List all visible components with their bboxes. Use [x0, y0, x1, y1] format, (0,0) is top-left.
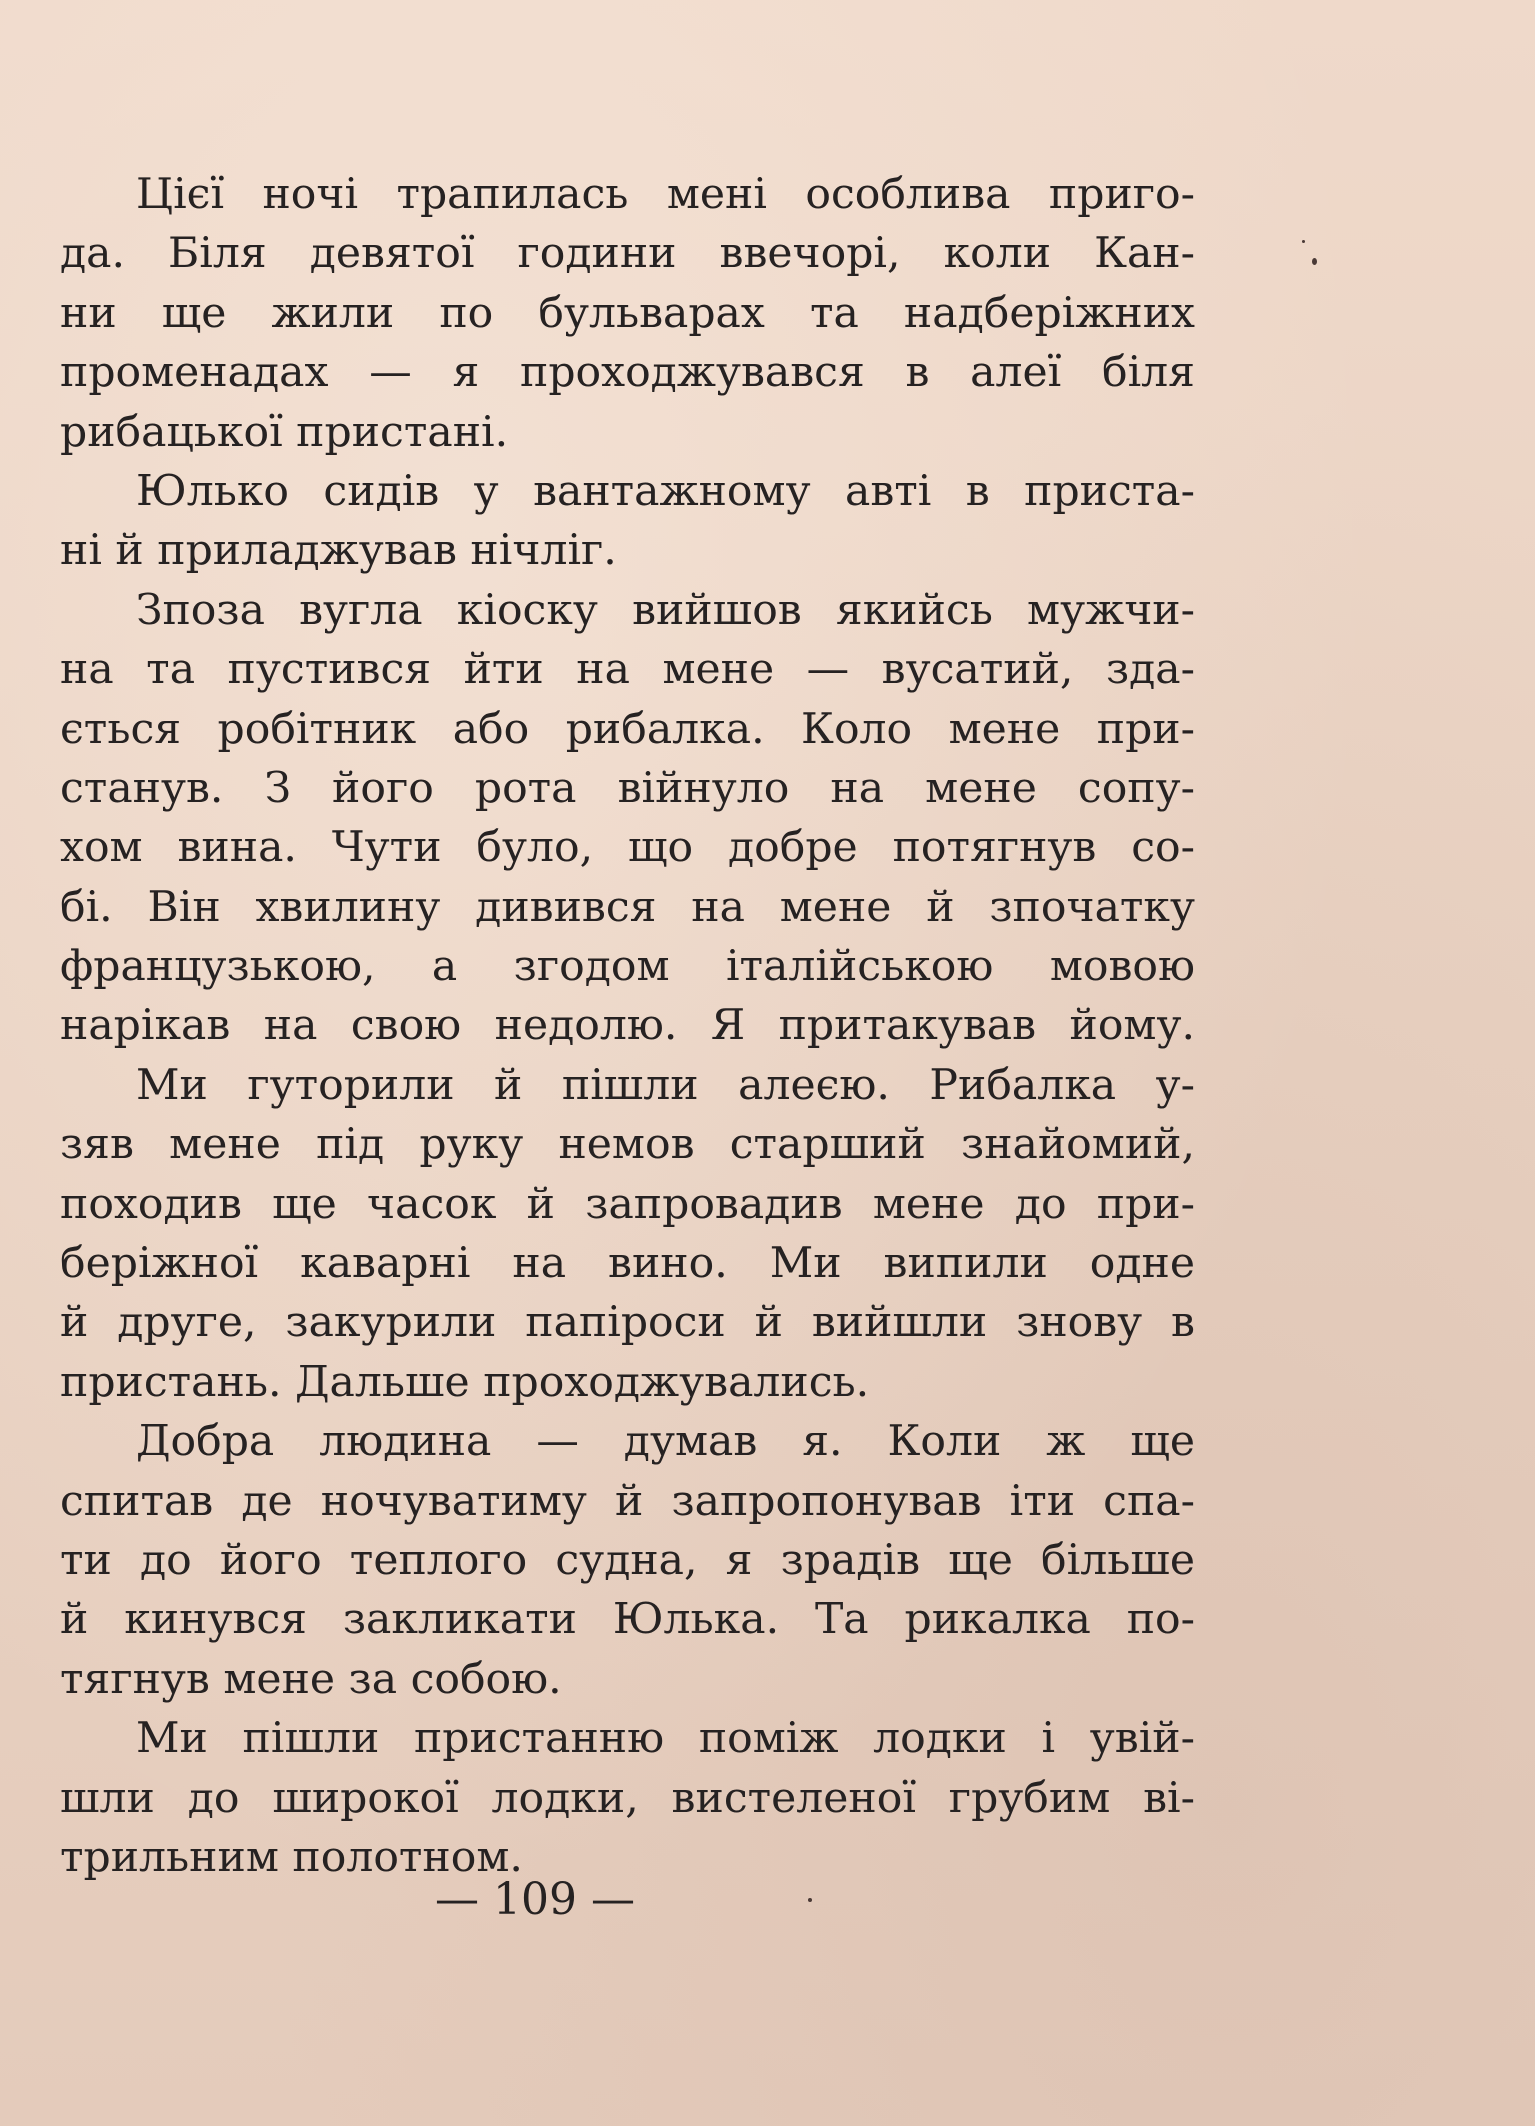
- text-line: трильним полотном.: [60, 1832, 523, 1882]
- text-line: ється робітник або рибалка. Коло мене при-: [60, 704, 1195, 754]
- ink-speck: [808, 1898, 812, 1902]
- text-line: й друге, закурили папіроси й вийшли знову в: [60, 1298, 1195, 1348]
- paragraph: [60, 1412, 1195, 1709]
- text-line: Цієї ночі трапилась мені особлива приго-: [136, 170, 1195, 219]
- text-line: станув. З його рота війнуло на мене сопу-: [60, 763, 1195, 813]
- text-line: зяв мене під руку немов старший знайомий,: [60, 1120, 1195, 1170]
- text-line: спитав де ночуватиму й запропонував іти спа-: [60, 1476, 1195, 1526]
- text-line: Ми гуторили й пішли алеєю. Рибалка у-: [136, 1060, 1195, 1110]
- text-line: тягнув мене за собою.: [60, 1654, 562, 1704]
- paragraph: [60, 165, 1195, 462]
- text-line: французькою, а згодом італійською мовою: [60, 942, 1195, 992]
- paragraph: [60, 1056, 1195, 1412]
- text-line: й кинувся закликати Юлька. Та рикалка по-: [60, 1595, 1195, 1645]
- text-line: ни ще жили по бульварах та надберіжних: [60, 288, 1195, 338]
- paragraph: [60, 1709, 1195, 1887]
- page-number: — 109 —: [435, 1874, 635, 1925]
- text-line: Ми пішли пристанню поміж лодки і увій-: [136, 1714, 1195, 1764]
- ink-speck: [1312, 258, 1317, 265]
- text-line: походив ще часок й запровадив мене до при-: [60, 1179, 1195, 1229]
- text-line: пристань. Дальше проходжувались.: [60, 1357, 870, 1407]
- ink-speck: [1302, 240, 1305, 243]
- body-text: [60, 165, 1195, 1887]
- text-line: шли до широкої лодки, вистеленої грубим ві-: [60, 1773, 1195, 1823]
- text-line: хом вина. Чути було, що добре потягнув со-: [60, 823, 1195, 873]
- text-line: на та пустився йти на мене — вусатий, зда-: [60, 645, 1195, 695]
- text-line: беріжної каварні на вино. Ми випили одне: [60, 1239, 1195, 1289]
- paragraph: [60, 462, 1195, 581]
- text-line: Зпоза вугла кіоску вийшов якийсь мужчи-: [136, 585, 1195, 635]
- text-line: ти до його теплого судна, я зрадів ще більше: [60, 1535, 1195, 1585]
- text-line: променадах — я проходжувався в алеї біля: [60, 348, 1195, 398]
- text-line: ні й приладжував нічліг.: [60, 526, 617, 576]
- text-line: нарікав на свою недолю. Я притакував йому.: [60, 1001, 1195, 1051]
- text-line: да. Біля девятої години ввечорі, коли Кан-: [60, 229, 1195, 279]
- paragraph: [60, 581, 1195, 1056]
- text-line: Юлько сидів у вантажному авті в приста-: [136, 466, 1195, 516]
- text-line: рибацької пристані.: [60, 407, 509, 457]
- text-line: бі. Він хвилину дивився на мене й зпочатку: [60, 882, 1195, 932]
- text-line: Добра людина — думав я. Коли ж ще: [136, 1417, 1195, 1467]
